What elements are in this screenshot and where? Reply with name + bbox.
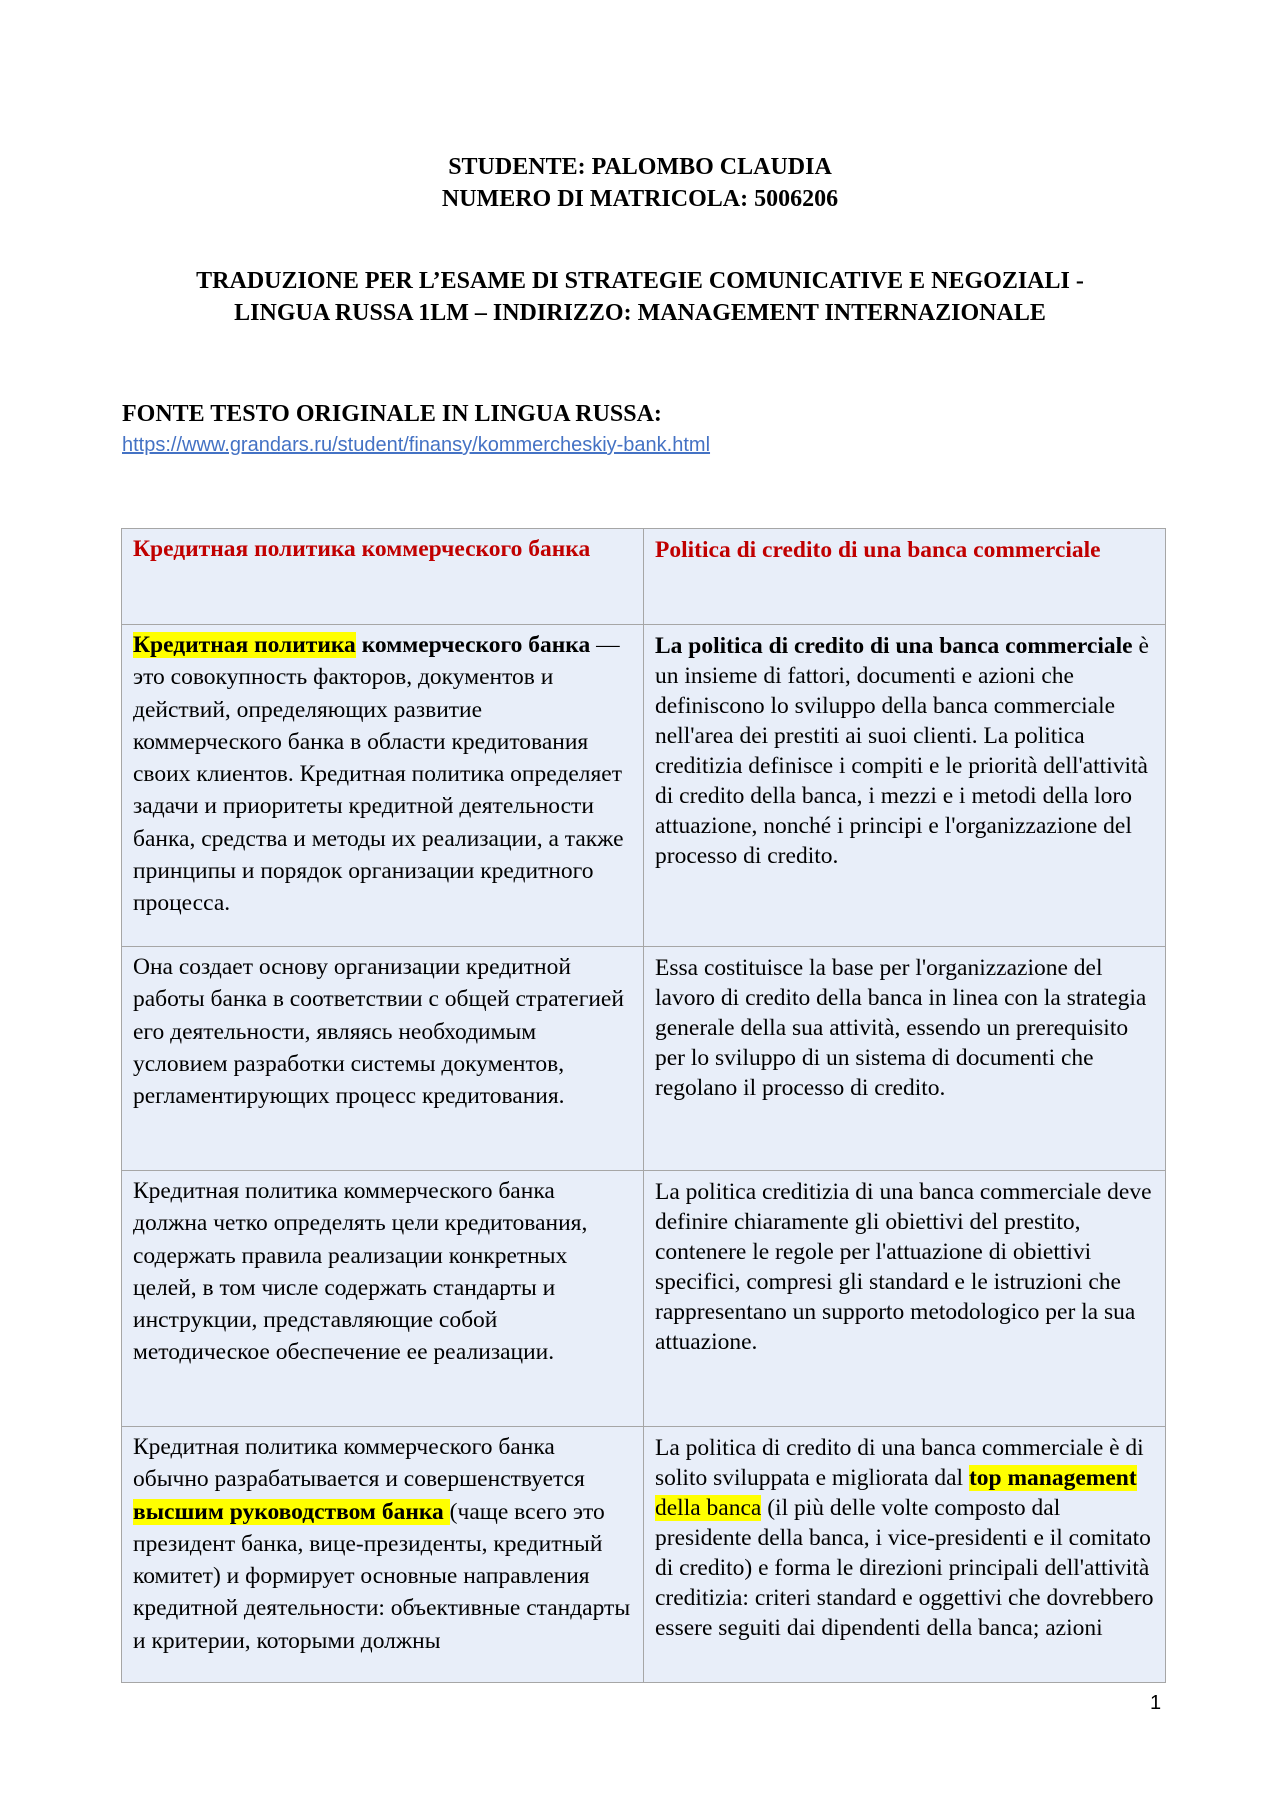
- table-row: [122, 1427, 1166, 1683]
- cell-text: è un insieme di fattori, documenti e azioni che definiscono lo sviluppo della banca commerciale nell'area dei prestiti ai suoi clienti. La politica creditizia definisce i compiti e le priorità dell'attività di credito della banca, i mezzi e i metodi della loro attuazione, nonché i principi e l'organizzazione del processo di credito.: [655, 633, 1149, 869]
- cell-italian: La politica creditizia di una banca commerciale deve definire chiaramente gli obiettivi del prestito, contenere le regole per l'attuazione di obiettivi specifici, compresi gli standard e le istruzioni che rappresentano un supporto metodologico per la sua attuazione.: [644, 1171, 1166, 1427]
- title-line-1: TRADUZIONE PER L’ESAME DI STRATEGIE COMUNICATIVE E NEGOZIALI -: [196, 268, 1084, 294]
- cell-text: — это совокупность факторов, документов и действий, определяющих развитие коммерческого банка в области кредитования своих клиентов. Кредитная политика определяет задачи и приоритеты кредитной деятельности банка, средства и методы их реализации, а также принципы и порядок организации кредитного процесса.: [133, 632, 624, 917]
- bold-term: La politica di credito di una banca commerciale: [655, 633, 1133, 659]
- highlighted-term: della banca: [655, 1495, 762, 1521]
- header-cell-italian: Politica di credito di una banca commerciale: [644, 529, 1166, 625]
- highlighted-term: Кредитная политика: [133, 632, 356, 658]
- source-link[interactable]: https://www.grandars.ru/student/finansy/kommercheskiy-bank.html: [122, 434, 711, 456]
- cell-text: (чаще всего это президент банка, вице-президенты, кредитный комитет) и формирует основные направления кредитной деятельности: объективные стандарты и критерии, которыми должны: [133, 1498, 631, 1654]
- cell-text: Кредитная политика коммерческого банка обычно разрабатывается и совершенствуется: [133, 1434, 585, 1493]
- page-number: 1: [1150, 1692, 1162, 1714]
- matricola-number: NUMERO DI MATRICOLA: 5006206: [441, 186, 839, 212]
- cell-italian: Essa costituisce la base per l'organizzazione del lavoro di credito della banca in linea con la strategia generale della sua attività, essendo un prerequisito per lo sviluppo di un sistema di documenti che regolano il processo di credito.: [644, 947, 1166, 1171]
- table-header-row: [122, 529, 1166, 625]
- highlighted-term: top management: [968, 1465, 1137, 1491]
- cell-russian: Кредитная политика коммерческого банка должна четко определять цели кредитования, содержать правила реализации конкретных целей, в том числе содержать стандарты и инструкции, представляющие собой методическое обеспечение ее реализации.: [122, 1171, 644, 1427]
- title-line-2: LINGUA RUSSA 1LM – INDIRIZZO: MANAGEMENT INTERNAZIONALE: [234, 300, 1046, 326]
- cell-italian: [644, 1427, 1166, 1683]
- table-row: [122, 947, 1166, 1171]
- cell-italian: [644, 625, 1166, 947]
- translation-table: [121, 528, 1166, 1683]
- cell-text: (il più delle volte composto dal presidente della banca, i vice-presidenti e il comitato di credito) e forma le direzioni principali dell'attività creditizia: criteri standard e oggettivi che dovrebbero essere seguiti dai dipendenti della banca; azioni: [655, 1495, 1154, 1641]
- cell-russian: Она создает основу организации кредитной работы банка в соответствии с общей стратегией его деятельности, являясь необходимым условием разработки системы документов, регламентирующих процесс кредитования.: [122, 947, 644, 1171]
- header-student-block: [0, 151, 1280, 215]
- bold-term: коммерческого банка: [355, 632, 591, 658]
- source-label: FONTE TESTO ORIGINALE IN LINGUA RUSSA:: [122, 401, 662, 427]
- document-title: [0, 265, 1280, 329]
- cell-text: La politica di credito di una banca commerciale è di solito sviluppata e migliorata dal: [655, 1435, 1144, 1491]
- table-row: [122, 625, 1166, 947]
- header-cell-russian: Кредитная политика коммерческого банка: [122, 529, 644, 625]
- cell-russian: [122, 1427, 644, 1683]
- table-row: [122, 1171, 1166, 1427]
- highlighted-term: высшим руководством банка: [133, 1498, 450, 1525]
- student-name: STUDENTE: PALOMBO CLAUDIA: [448, 154, 832, 180]
- cell-russian: [122, 625, 644, 947]
